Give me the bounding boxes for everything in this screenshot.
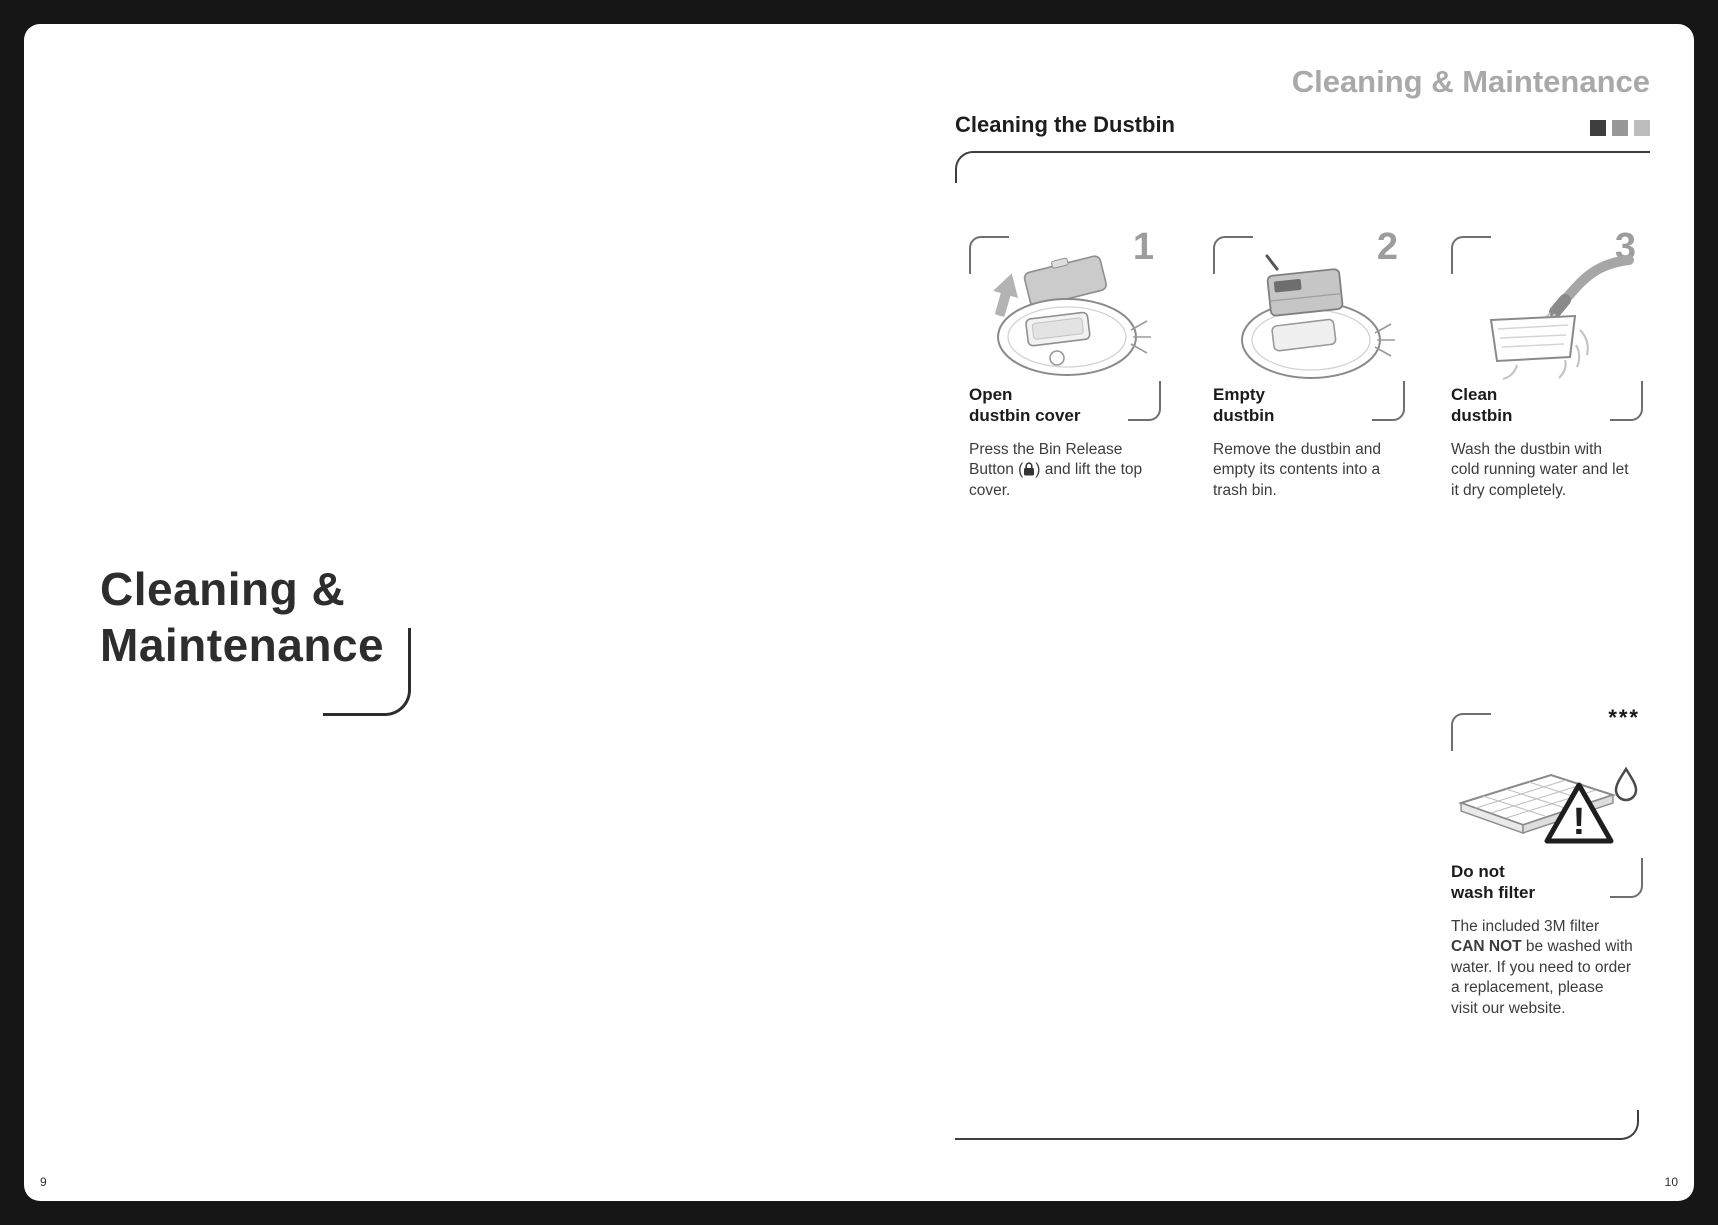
corner-bracket-bottom-right	[1610, 858, 1643, 898]
section-top-rule	[955, 151, 1650, 183]
corner-bracket-bottom-right	[1610, 381, 1643, 421]
step-label-line2: dustbin	[1451, 406, 1513, 426]
step-number: 1	[1132, 226, 1154, 268]
title-corner-bracket	[323, 628, 411, 716]
step-label	[1213, 384, 1274, 427]
section-indicator-squares	[1590, 120, 1650, 136]
page-number-left: 9	[40, 1175, 47, 1189]
step-label-line1: Clean	[1451, 385, 1498, 404]
step-description-pre: Press the Bin Release Button (	[969, 441, 1123, 479]
corner-bracket-bottom-right	[1372, 381, 1405, 421]
lock-icon	[1023, 461, 1035, 478]
step-label	[969, 384, 1080, 427]
step-label-line1: Open	[969, 385, 1013, 404]
corner-bracket-top-left	[1451, 713, 1491, 751]
svg-text:!: !	[1572, 801, 1586, 843]
page-number-right: 10	[1664, 1175, 1678, 1189]
warning-description	[1451, 917, 1633, 1019]
filter-warning-illustration	[1451, 763, 1643, 851]
manual-spread	[24, 24, 1694, 1201]
empty-dustbin-illustration	[1213, 252, 1405, 384]
warning-text-bold: CAN NOT	[1451, 938, 1522, 956]
right-page	[955, 24, 1650, 1201]
warning-label-line2: wash filter	[1451, 883, 1536, 903]
step-description	[969, 440, 1151, 501]
warning-label	[1451, 861, 1535, 904]
step-open-dustbin-cover	[969, 226, 1161, 566]
footnote-marker: ***	[1608, 705, 1640, 730]
step-label-line2: dustbin cover	[969, 406, 1081, 426]
warning-label-line1: Do not	[1451, 862, 1505, 881]
open-dustbin-cover-illustration	[969, 252, 1161, 384]
step-label-line1: Empty	[1213, 385, 1265, 404]
warning-text-pre: The included 3M filter	[1451, 918, 1600, 935]
step-description: Wash the dustbin with cold running water and let it dry completely.	[1451, 441, 1629, 499]
step-description: Remove the dustbin and empty its contents into a trash bin.	[1213, 441, 1382, 499]
section-title: Cleaning the Dustbin	[955, 112, 1175, 137]
section-bottom-rule	[955, 1110, 1639, 1140]
step-number: 3	[1614, 226, 1636, 268]
step-label	[1451, 384, 1512, 427]
chapter-header: Cleaning & Maintenance	[1291, 64, 1650, 99]
warning-text-post: be washed with water. If you need to order a replacement, please visit our website.	[1451, 938, 1633, 1017]
corner-bracket-bottom-right	[1128, 381, 1161, 421]
warning-do-not-wash-filter	[1451, 705, 1643, 1093]
indicator-square-mid	[1612, 120, 1628, 136]
indicator-square-dark	[1590, 120, 1606, 136]
chapter-title-line1: Cleaning &	[100, 563, 346, 615]
step-number: 2	[1376, 226, 1398, 268]
step-clean-dustbin	[1451, 226, 1643, 566]
step-description-post: ) and lift the top cover.	[969, 461, 1143, 499]
chapter-title-line2: Maintenance	[100, 619, 385, 672]
step-label-line2: dustbin	[1213, 406, 1275, 426]
clean-dustbin-illustration	[1451, 252, 1643, 384]
indicator-square-light	[1634, 120, 1650, 136]
step-empty-dustbin	[1213, 226, 1405, 566]
